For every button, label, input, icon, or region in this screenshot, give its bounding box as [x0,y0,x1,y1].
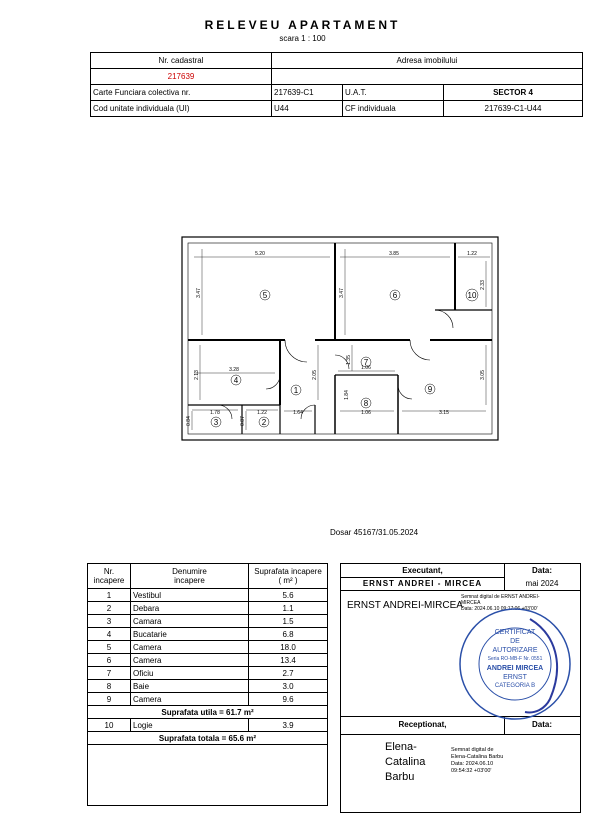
dim-3-28: 3.28 [229,367,239,373]
sig1-line1: Semnat digital de ERNST ANDREI- [461,594,540,600]
row-nr: 2 [88,602,131,615]
rec-name-line3: Barbu [385,771,415,783]
data2-label: Data: [531,720,552,729]
room-label-7: 7 [363,358,369,367]
row-area: 3.0 [249,680,328,693]
cod-ui-label: Cod unitate individuala (UI) [91,101,272,117]
table-row [88,654,328,667]
sig2-line3: Data: 2024.06.10 [451,761,494,767]
row-name: Bucatarie [131,628,249,641]
room-label-4: 4 [233,376,239,385]
uat-value: SECTOR 4 [444,85,583,101]
dim-3-85: 3.85 [389,251,399,257]
header-nr-line1: Nr. [103,567,115,576]
header-sup-line1: Suprafata incapere [254,567,322,576]
receptionat-label: Receptionat, [398,720,447,729]
room-label-2: 2 [261,418,267,427]
room-label-3: 3 [213,418,219,427]
row-name: Baie [131,680,249,693]
adresa-label: Adresa imobilului [272,53,583,69]
cf-colectiva-cell [91,85,272,101]
rec-name-line1: Elena- [385,741,417,753]
sig2-line1: Semnat digital de [451,747,494,753]
header-den-line2: incapere [174,576,205,585]
signature-box [340,563,581,813]
receptionat-signature [385,740,425,785]
scale-label: scara 1 : 100 [279,34,326,43]
suprafata-totala: Suprafata totala = 65.6 m² [88,732,328,745]
row-nr: 10 [88,719,131,732]
row-name: Camera [131,693,249,706]
empty-area [88,745,328,806]
row-area: 3.9 [249,719,328,732]
executant-signature: ERNST ANDREI-MIRCEA [347,600,463,611]
table-row [88,667,328,680]
adresa-value [272,69,583,85]
row-name: Debara [131,602,249,615]
dim-1-22-top: 1.22 [467,251,477,257]
row-name: Camara [131,615,249,628]
stamp-line1: CERTIFICAT [494,629,536,636]
table-row [88,615,328,628]
dim-3-05: 3.05 [480,370,486,380]
floor-plan [180,235,500,445]
dim-1-78: 1.78 [210,410,220,416]
dim-0-87: 0.87 [240,416,246,426]
room-label-6: 6 [392,291,398,300]
data-label: Data: [531,566,552,575]
table-row [88,693,328,706]
cf-individuala-value: 217639-C1-U44 [444,101,583,117]
dim-2-05: 2.05 [312,370,318,380]
row-nr: 8 [88,680,131,693]
row-area: 13.4 [249,654,328,667]
dim-3-47-left: 3.47 [196,288,202,298]
stamp-line2: DE [510,638,520,645]
stamp-line4: Seria RO-MB-F Nr. 0551 [487,656,543,662]
table-row [88,719,328,732]
dim-1-35: 1.35 [346,355,352,365]
dim-1-06-top: 1.06 [361,365,371,371]
row-nr: 7 [88,667,131,680]
dim-1-06-bottom: 1.06 [361,410,371,416]
nr-cadastral-label: Nr. cadastral [91,53,272,69]
stamp-line7: CATEGORIA B [494,683,536,689]
row-area: 5.6 [249,589,328,602]
row-name: Logie [131,719,249,732]
sig1-line3: Data: 2024.06.10 09:17:06 +03'00' [461,606,538,612]
row-nr: 9 [88,693,131,706]
sig2-line2: Elena-Catalina Barbu [451,754,504,760]
row-area: 1.1 [249,602,328,615]
sig1-line2: MIRCEA [461,600,481,606]
header-nr [88,564,131,589]
row-area: 9.6 [249,693,328,706]
cadastral-info-table [90,52,583,117]
digital-signature-2 [451,747,503,775]
row-name: Camera [131,654,249,667]
nr-cadastral-value: 217639 [91,69,272,85]
room-label-8: 8 [363,399,369,408]
row-area: 2.7 [249,667,328,680]
header-denumire [131,564,249,589]
room-label-10: 10 [467,291,477,300]
stamp-text [455,628,575,691]
dim-1-64: 1.64 [293,410,303,416]
rec-name-line2: Catalina [385,756,426,768]
row-area: 6.8 [249,628,328,641]
dim-0-84: 0.84 [186,416,192,426]
cf-colectiva-value: 217639-C1 [272,85,343,101]
row-name: Oficiu [131,667,249,680]
cf-colectiva-label: Carte Funciara colectiva nr. [93,88,191,97]
dim-1-22-bottom: 1.22 [257,410,267,416]
row-nr: 4 [88,628,131,641]
cf-individuala-label: CF individuala [343,101,444,117]
stamp-line3: AUTORIZARE [492,647,538,654]
dim-5-20: 5.20 [255,251,265,257]
stamp-line5: ANDREI MIRCEA [486,665,544,672]
dim-2-33: 2.33 [480,280,486,290]
header-suprafata [249,564,328,589]
header-nr-line2: incapere [93,576,125,585]
table-row [88,641,328,654]
table-row [88,628,328,641]
row-name: Vestibul [131,589,249,602]
row-nr: 6 [88,654,131,667]
table-row [88,680,328,693]
rooms-table [87,563,328,806]
row-area: 1.5 [249,615,328,628]
dim-1-84: 1.84 [344,390,350,400]
table-row [88,602,328,615]
dim-3-15: 3.15 [439,410,449,416]
room-label-9: 9 [427,385,433,394]
executant-name: ERNST ANDREI - MIRCEA [362,579,483,588]
row-nr: 5 [88,641,131,654]
header-sup-line2: ( m² ) [278,576,298,585]
table-row [88,589,328,602]
room-label-5: 5 [262,291,268,300]
dim-3-47-mid: 3.47 [339,288,345,298]
header-den-line1: Denumire [172,567,207,576]
document-title: RELEVEU APARTAMENT [204,18,401,32]
row-nr: 1 [88,589,131,602]
row-nr: 3 [88,615,131,628]
suprafata-utila: Suprafata utila = 61.7 m² [88,706,328,719]
room-label-1: 1 [293,386,299,395]
row-area: 18.0 [249,641,328,654]
uat-label: U.A.T. [343,85,444,101]
executant-label: Executant, [402,566,443,575]
row-name: Camera [131,641,249,654]
sig2-line4: 09:54:32 +03'00' [451,768,492,774]
stamp-line6: ERNST [503,674,527,681]
dosar-number: Dosar 45167/31.05.2024 [330,528,419,537]
executant-date: mai 2024 [525,579,559,588]
cod-ui-value: U44 [272,101,343,117]
dim-2-13: 2.13 [194,370,200,380]
